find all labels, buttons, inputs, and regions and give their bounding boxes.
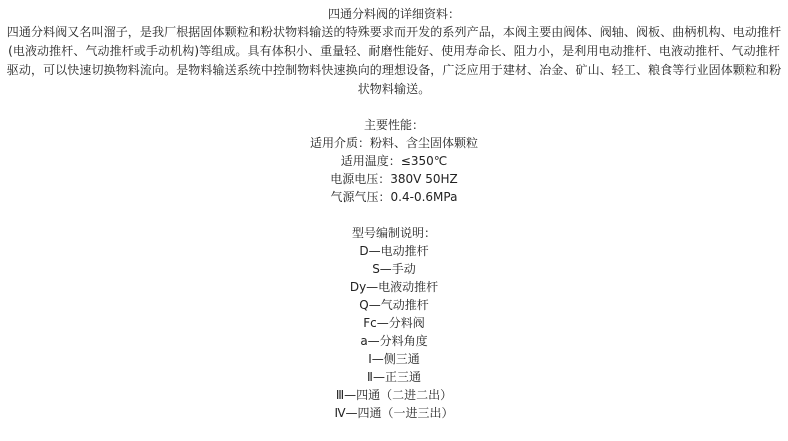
performance-item-voltage: 电源电压：380V 50HZ	[330, 172, 458, 186]
spacer	[0, 206, 788, 224]
model-code-item: a—分料角度	[360, 334, 428, 348]
model-code-item: Ⅳ—四通（一进三出）	[334, 406, 454, 420]
model-code-item: Ⅱ—正三通	[367, 370, 421, 384]
intro-paragraph: 四通分料阀又名叫溜子，是我厂根据固体颗粒和粉状物料输送的特殊要求而开发的系列产品，本阀主要由阀体、阀轴、阀板、曲柄机构、电动推杆(电液动推杆、气动推杆或手动机构)等组成。具有体积小、重量轻、耐磨性能好、使用寿命长、阻力小，是利用电动推杆、电液动推杆、气动推杆驱动，可以快速切换物料流向。是物料输送系统中控制物料快速换向的理想设备，广泛应用于建材、冶金、矿山、轻工、粮食等行业固体颗粒和粉状物料输送。	[6, 25, 782, 96]
model-code-item: D—电动推杆	[359, 244, 429, 258]
performance-item-air-pressure: 气源气压：0.4-0.6MPa	[330, 190, 458, 204]
performance-heading: 主要性能：	[363, 118, 424, 132]
model-code-item: Q—气动推杆	[359, 298, 429, 312]
document-title: 四通分料阀的详细资料：	[327, 7, 460, 21]
model-code-item: Fc—分料阀	[363, 316, 425, 330]
model-code-item: Ⅰ—侧三通	[368, 352, 420, 366]
spacer	[0, 99, 788, 116]
model-code-item: S—手动	[372, 262, 416, 276]
performance-list	[0, 134, 788, 206]
performance-item-medium: 适用介质：粉料、含尘固体颗粒	[309, 136, 478, 150]
model-code-item: Ⅲ—四通（二进二出）	[335, 388, 453, 402]
model-code-list	[0, 242, 788, 422]
model-code-heading: 型号编制说明：	[351, 226, 436, 240]
performance-item-temperature: 适用温度：≤350℃	[340, 154, 448, 168]
model-code-item: Dy—电液动推杆	[349, 280, 439, 294]
